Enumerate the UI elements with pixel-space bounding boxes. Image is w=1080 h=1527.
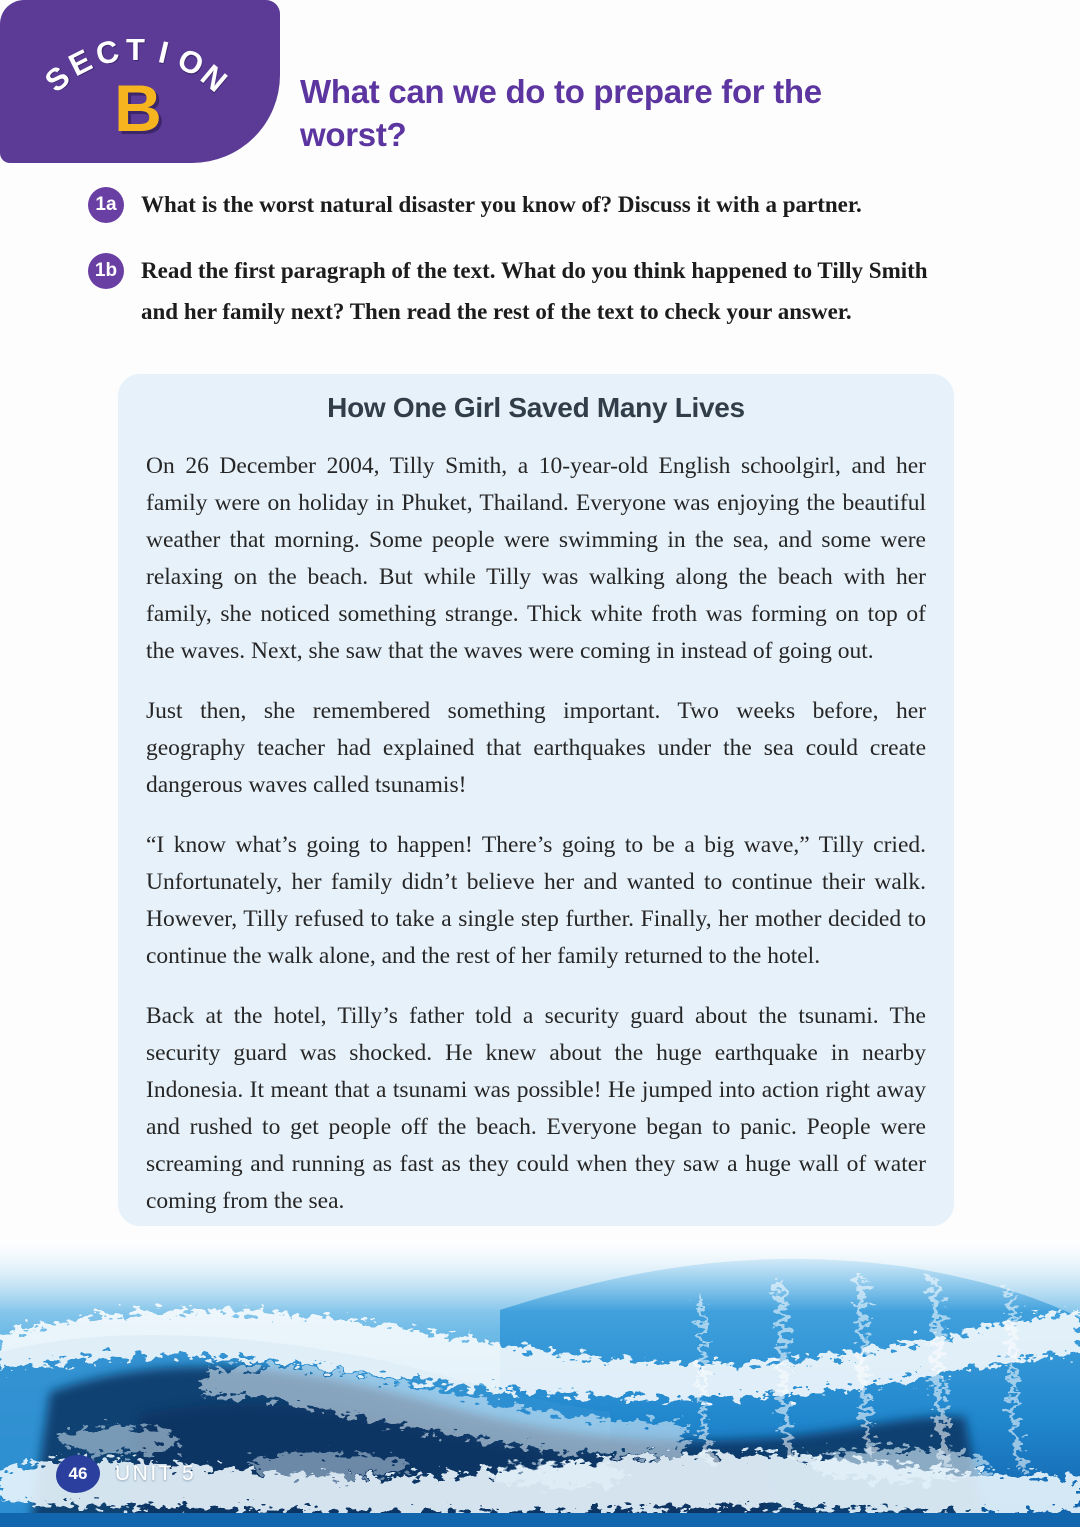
task-1b-instructions: Read the first paragraph of the text. What do you think happened to Tilly Smith and her family next? Then read the rest of the text to check your answer. — [141, 258, 928, 324]
section-arc-letter: E — [63, 42, 99, 84]
task-1a — [88, 186, 948, 225]
task-1a-instructions: What is the worst natural disaster you know of? Discuss it with a partner. — [141, 192, 862, 217]
section-letter: B — [114, 71, 162, 145]
task-1b — [88, 252, 948, 332]
passage-paragraph-2: Just then, she remembered something important. Two weeks before, her geography teacher had explained that earthquakes under the sea could create dangerous waves called tsunamis! — [146, 698, 926, 798]
passage-paragraph-1: On 26 December 2004, Tilly Smith, a 10-year-old English schoolgirl, and her family were on holiday in Phuket, Thailand. Everyone was enjoying the beautiful weather that morning. Some people were swimming in the sea, and some were relaxing on the beach. But while Tilly was walking along the beach with her family, she noticed something strange. Thick white froth was forming on top of the waves. Next, she saw that the waves were coming in instead of going out. — [146, 453, 926, 664]
section-arc-letter: O — [171, 41, 211, 84]
section-arc-letter: I — [155, 34, 173, 71]
task-1b-number-badge: 1b — [88, 253, 124, 289]
section-arc-letter: N — [194, 57, 235, 100]
section-arc-letter: C — [92, 33, 124, 73]
task-1a-number-badge: 1a — [88, 187, 124, 223]
section-badge — [0, 0, 280, 163]
passage-body — [146, 448, 926, 1220]
section-arc-letter: T — [126, 32, 146, 67]
page-footer — [56, 1455, 196, 1493]
passage-title: How One Girl Saved Many Lives — [327, 392, 745, 423]
passage-paragraph-3: “I know what’s going to happen! There’s going to be a big wave,” Tilly cried. Unfortunately, her family didn’t believe her and wanted to continue their walk. However, Tilly refused to take a single step further. Finally, her mother decided to continue the walk alone, and the rest of her family returned to the hotel. — [146, 832, 926, 969]
reading-passage-box — [118, 374, 954, 1226]
unit-label: UNIT 5 — [115, 1462, 197, 1485]
section-arc-letter: S — [37, 57, 77, 99]
passage-paragraph-4: Back at the hotel, Tilly’s father told a security guard about the tsunami. The security guard was shocked. He knew about the huge earthquake in nearby Indonesia. It meant that a tsunami was possible! He jumped into action right away and rushed to get people off the beach. Everyone began to panic. People were screaming and running as fast as they could when they saw a huge wall of water coming from the sea. — [146, 1003, 926, 1214]
page-title: What can we do to prepare for the worst? — [300, 73, 822, 153]
page-number: 46 — [56, 1455, 100, 1493]
